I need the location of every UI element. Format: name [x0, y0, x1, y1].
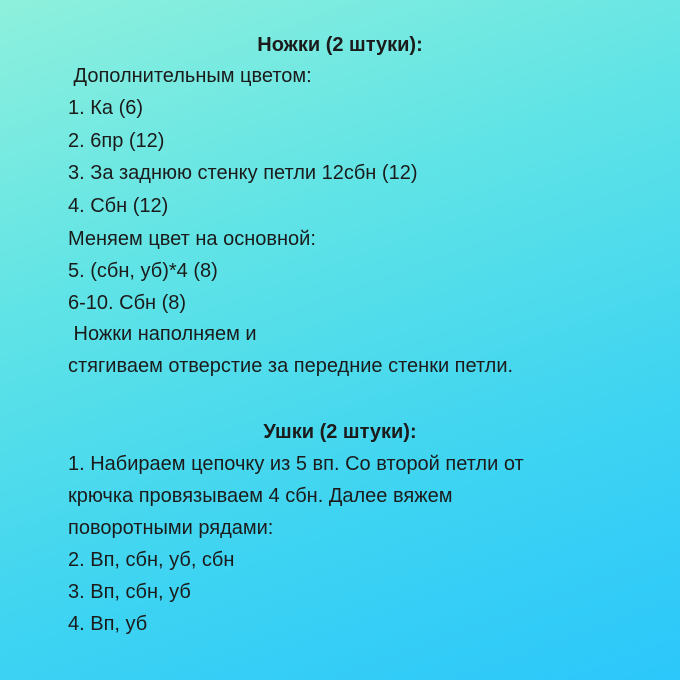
legs-line-8: 6-10. Сбн (8) [68, 292, 187, 314]
ears-section-title: Ушки (2 штуки): [263, 421, 417, 443]
legs-line-5: 4. Сбн (12) [68, 195, 169, 217]
legs-line-4: 3. За заднюю стенку петли 12сбн (12) [68, 162, 418, 184]
ears-line-3: поворотными рядами: [68, 517, 274, 539]
ears-line-4: 2. Вп, сбн, уб, сбн [68, 549, 235, 571]
ears-line-6: 4. Вп, уб [68, 613, 148, 635]
legs-line-2: 1. Ка (6) [68, 97, 144, 119]
legs-line-6: Меняем цвет на основной: [68, 228, 316, 250]
legs-section-title: Ножки (2 штуки): [257, 34, 423, 56]
legs-line-3: 2. 6пр (12) [68, 130, 165, 152]
ears-line-2: крючка провязываем 4 сбн. Далее вяжем [68, 485, 453, 507]
legs-line-1: Дополнительным цветом: [68, 65, 312, 87]
ears-line-1: 1. Набираем цепочку из 5 вп. Со второй петли от [68, 453, 524, 475]
legs-line-10: стягиваем отверстие за передние стенки петли. [68, 355, 514, 377]
ears-line-5: 3. Вп, сбн, уб [68, 581, 191, 603]
legs-line-9: Ножки наполняем и [68, 323, 257, 345]
legs-line-7: 5. (сбн, уб)*4 (8) [68, 260, 218, 282]
